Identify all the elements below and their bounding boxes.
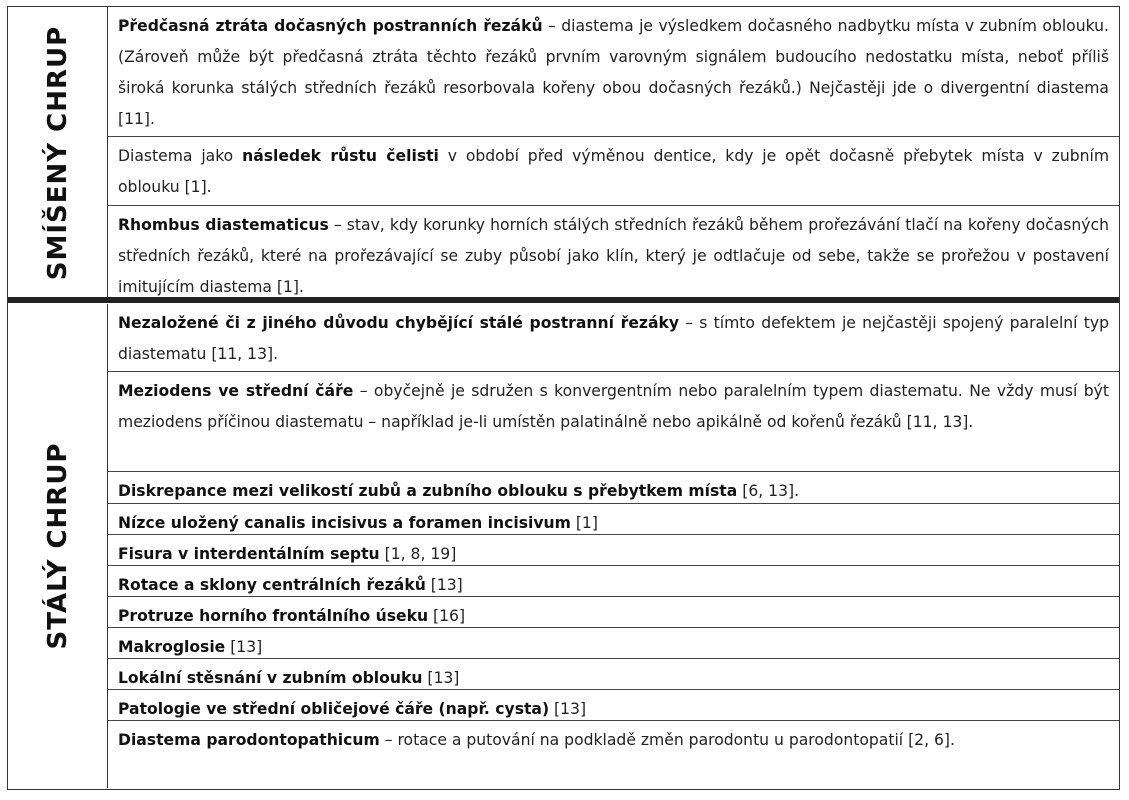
table-row xyxy=(108,721,1119,788)
table-row xyxy=(108,206,1119,298)
table-row xyxy=(108,7,1119,137)
row-text: v období před výměnou dentice, kdy je opět dočasně přebytek místa v zubním oblouku [1]. xyxy=(118,147,1110,196)
section-rows xyxy=(108,7,1119,298)
row-text: – obyčejně je sdružen s konvergentním nebo paralelním typem diastematu. Ne vždy musí být meziodens příčinou diastematu – například je-li umístěn palatinálně nebo apikálně od kořenů řezáků [11, 13]. xyxy=(118,382,1109,431)
table-row xyxy=(108,472,1119,504)
row-heading: Nezaložené či z jiného důvodu chybějící stálé postranní řezáky xyxy=(118,314,680,332)
table-row xyxy=(108,690,1119,721)
row-heading: Lokální stěsnání v zubním oblouku xyxy=(118,669,423,687)
row-text: – rotace a putování na podkladě změn parodontu u parodontopatií [2, 6]. xyxy=(379,731,955,749)
row-heading: Meziodens ve střední čáře xyxy=(118,382,354,400)
row-text: [1] xyxy=(570,514,598,532)
diastema-causes-table xyxy=(7,6,1120,790)
row-text: – diastema je výsledkem dočasného nadbytku místa v zubním oblouku. (Zároveň může být předčasná ztráta těchto řezáků prvním varovným signálem budoucího nedostatku místa, neboť příliš široká korunka stálých středních řezáků resorbovala kořeny obou dočasných řezáků.) Nejčastěji jde o divergentní diastema [11]. xyxy=(118,17,1109,128)
table-row xyxy=(108,659,1119,690)
row-text-prefix: Diastema jako xyxy=(118,147,243,165)
row-heading: Rhombus diastematicus xyxy=(118,216,329,234)
table-row xyxy=(108,535,1119,566)
row-text: – s tímto defektem je nejčastěji spojený paralelní typ diastematu [11, 13]. xyxy=(118,314,1109,363)
section-divider xyxy=(8,297,1119,303)
table-row xyxy=(108,304,1119,372)
section-label: STÁLÝ CHRUP xyxy=(42,442,73,650)
row-heading: Makroglosie xyxy=(118,638,226,656)
row-heading: Fisura v interdentálním septu xyxy=(118,545,380,563)
row-heading: následek růstu čelisti xyxy=(242,147,439,165)
row-text: [13] xyxy=(225,638,263,656)
table-row xyxy=(108,372,1119,472)
row-heading: Patologie ve střední obličejové čáře (např. cysta) xyxy=(118,700,550,718)
table-row xyxy=(108,628,1119,659)
section-rows xyxy=(108,304,1119,788)
table-row xyxy=(108,137,1119,206)
section-label-cell xyxy=(8,304,108,788)
row-heading: Protruze horního frontálního úseku xyxy=(118,607,429,625)
section-label: SMÍŠENÝ CHRUP xyxy=(42,25,73,280)
section-mixed-dentition xyxy=(8,7,1119,298)
row-heading: Předčasná ztráta dočasných postranních řezáků xyxy=(118,17,543,35)
section-permanent-dentition xyxy=(8,304,1119,788)
table-row xyxy=(108,566,1119,597)
table-row xyxy=(108,597,1119,628)
row-text: [13] xyxy=(549,700,587,718)
row-heading: Rotace a sklony centrálních řezáků xyxy=(118,576,426,594)
row-text: [13] xyxy=(425,576,463,594)
row-heading: Nízce uložený canalis incisivus a foramen incisivum xyxy=(118,514,571,532)
row-text: [13] xyxy=(422,669,460,687)
section-label-cell xyxy=(8,7,108,298)
row-heading: Diskrepance mezi velikostí zubů a zubního oblouku s přebytkem místa xyxy=(118,482,738,500)
row-heading: Diastema parodontopathicum xyxy=(118,731,380,749)
row-text: [6, 13]. xyxy=(737,482,800,500)
row-text: [16] xyxy=(428,607,466,625)
row-text: – stav, kdy korunky horních stálých středních řezáků během prořezávání tlačí na kořeny dočasných středních řezáků, které na prořezávající se zuby působí jako klín, který je odtlačuje od sebe, takže se prořežou v postavení imitujícím diastema [1]. xyxy=(118,216,1109,296)
row-text: [1, 8, 19] xyxy=(379,545,457,563)
table-row xyxy=(108,504,1119,535)
